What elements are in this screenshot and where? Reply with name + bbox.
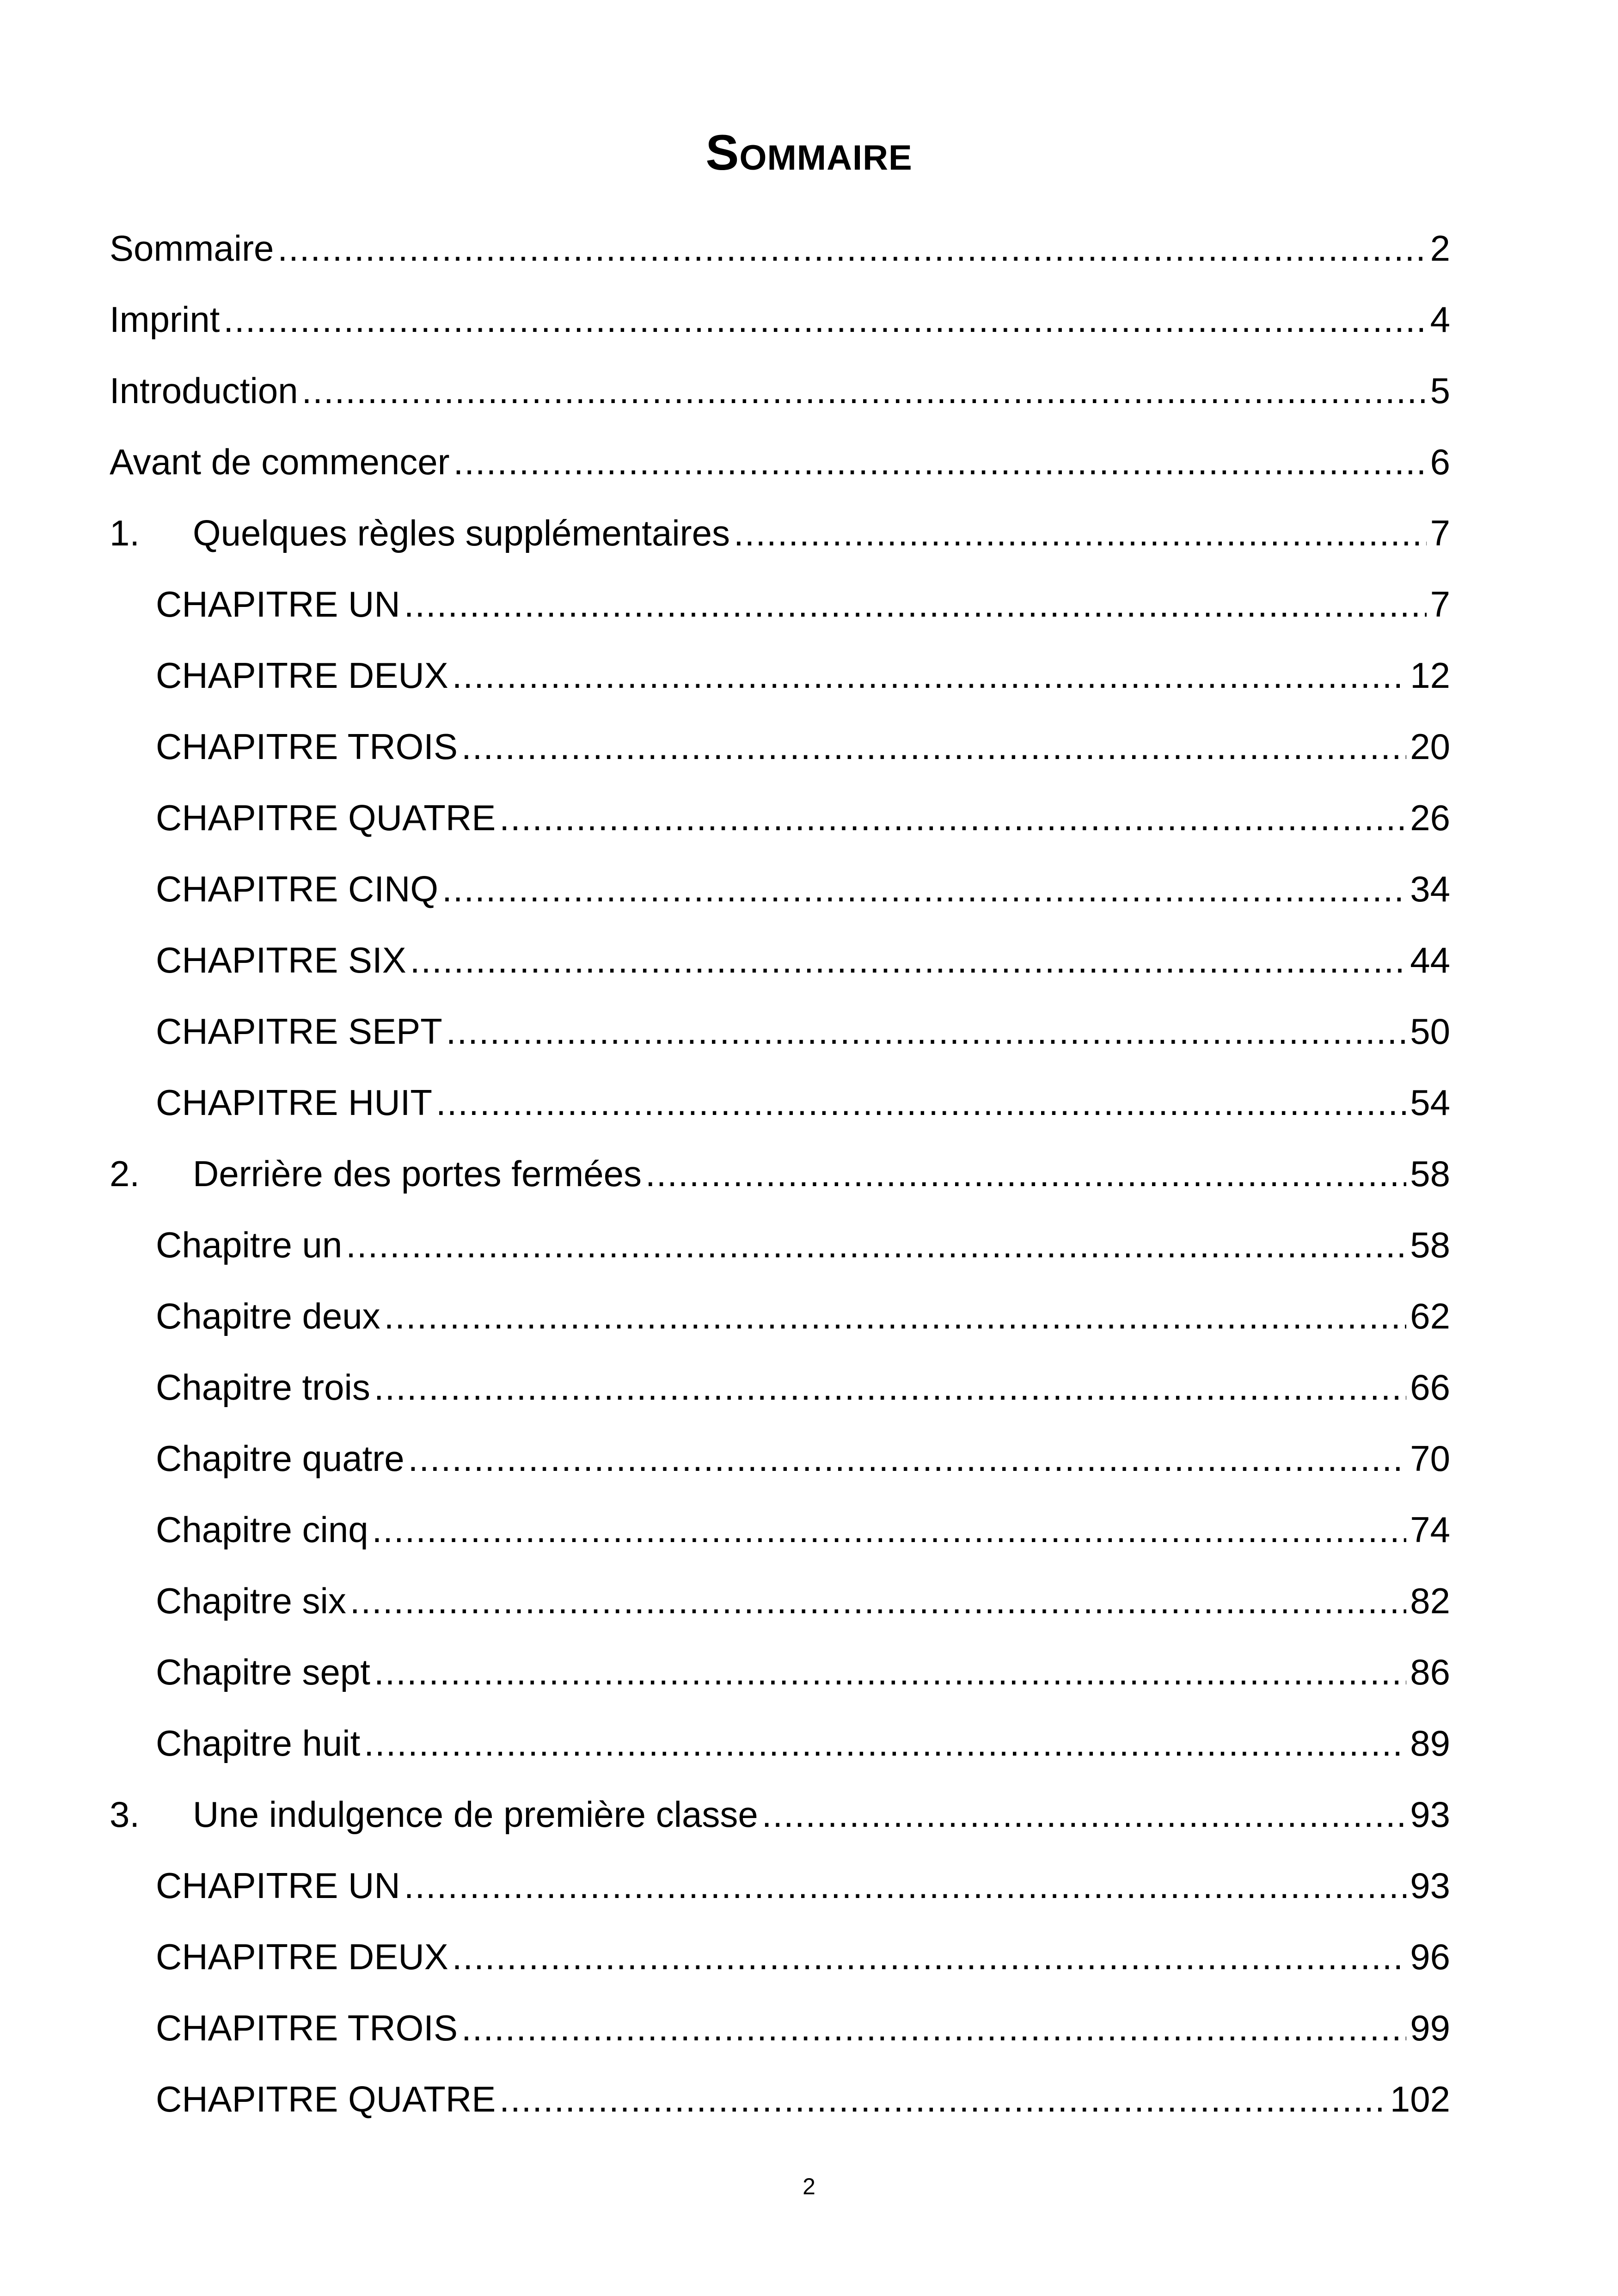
dot-leader — [461, 711, 1406, 782]
toc-subentry[interactable] — [110, 996, 1450, 1067]
toc-entry-page-number: 74 — [1410, 1509, 1450, 1550]
toc-entry-label: Chapitre trois — [156, 1367, 370, 1408]
toc-subentry[interactable] — [110, 1992, 1450, 2063]
toc-entry-label: Introduction — [110, 370, 298, 411]
toc-entry-page-number: 6 — [1430, 441, 1450, 482]
toc-entry-number: 3. — [110, 1794, 140, 1835]
dot-leader — [452, 640, 1406, 711]
toc-entry-label: CHAPITRE TROIS — [156, 2008, 458, 2048]
toc-entry-page-number: 58 — [1410, 1153, 1450, 1194]
toc-entry-page-number: 34 — [1410, 869, 1450, 909]
toc-entry-label: CHAPITRE SIX — [156, 940, 406, 980]
toc-subentry[interactable] — [110, 1921, 1450, 1992]
dot-leader — [372, 1494, 1407, 1565]
toc-entry[interactable] — [110, 284, 1450, 355]
toc-entry-page-number: 7 — [1430, 513, 1450, 553]
dot-leader — [384, 1280, 1407, 1352]
toc-subentry[interactable] — [110, 925, 1450, 996]
toc-entry-label: CHAPITRE DEUX — [156, 1936, 448, 1977]
toc-subentry[interactable] — [110, 1565, 1450, 1636]
dot-leader — [762, 1779, 1407, 1850]
dot-leader — [346, 1209, 1406, 1280]
table-of-contents — [110, 213, 1450, 2135]
dot-leader — [734, 497, 1427, 569]
toc-entry-label: Une indulgence de première classe — [193, 1794, 758, 1835]
toc-entry-page-number: 50 — [1410, 1011, 1450, 1052]
toc-entry-page-number: 99 — [1410, 2008, 1450, 2048]
toc-entry-label: Chapitre sept — [156, 1652, 370, 1692]
toc-entry-page-number: 82 — [1410, 1580, 1450, 1621]
toc-entry-page-number: 2 — [1430, 228, 1450, 269]
toc-entry-page-number: 89 — [1410, 1723, 1450, 1763]
dot-leader — [499, 782, 1406, 853]
toc-subentry[interactable] — [110, 2063, 1450, 2135]
toc-entry-page-number: 12 — [1410, 655, 1450, 696]
toc-entry-page-number: 70 — [1410, 1438, 1450, 1479]
toc-entry-page-number: 93 — [1410, 1865, 1450, 1906]
dot-leader — [442, 853, 1406, 925]
toc-entry-number: 2. — [110, 1153, 140, 1194]
toc-entry-label: CHAPITRE QUATRE — [156, 2079, 496, 2119]
toc-entry-label: Chapitre huit — [156, 1723, 361, 1763]
toc-subentry[interactable] — [110, 640, 1450, 711]
toc-entry[interactable] — [110, 426, 1450, 497]
toc-subentry[interactable] — [110, 1423, 1450, 1494]
toc-subentry[interactable] — [110, 782, 1450, 853]
dot-leader — [374, 1352, 1406, 1423]
toc-entry-label: CHAPITRE SEPT — [156, 1011, 442, 1052]
toc-entry-label: Chapitre six — [156, 1580, 346, 1621]
dot-leader — [410, 925, 1406, 996]
toc-entry-label: CHAPITRE QUATRE — [156, 797, 496, 838]
dot-leader — [499, 2063, 1386, 2135]
toc-entry-page-number: 44 — [1410, 940, 1450, 980]
page-title: Sommaire — [705, 124, 913, 180]
toc-subentry[interactable] — [110, 1067, 1450, 1138]
toc-entry-label: Avant de commencer — [110, 441, 450, 482]
toc-entry-page-number: 96 — [1410, 1936, 1450, 1977]
toc-entry-label: Quelques règles supplémentaires — [193, 513, 730, 553]
dot-leader — [454, 426, 1427, 497]
dot-leader — [446, 996, 1406, 1067]
toc-entry[interactable] — [110, 497, 1450, 569]
toc-entry-label: CHAPITRE UN — [156, 584, 400, 625]
dot-leader — [364, 1708, 1406, 1779]
toc-entry[interactable] — [110, 213, 1450, 284]
toc-subentry[interactable] — [110, 569, 1450, 640]
toc-entry-label: Derrière des portes fermées — [193, 1153, 642, 1194]
dot-leader — [404, 1850, 1407, 1921]
toc-entry-page-number: 7 — [1430, 584, 1450, 625]
toc-entry-label: CHAPITRE CINQ — [156, 869, 439, 909]
toc-entry-label: Sommaire — [110, 228, 274, 269]
toc-subentry[interactable] — [110, 1209, 1450, 1280]
toc-entry-page-number: 4 — [1430, 299, 1450, 340]
toc-entry-page-number: 86 — [1410, 1652, 1450, 1692]
toc-entry-page-number: 26 — [1410, 797, 1450, 838]
toc-subentry[interactable] — [110, 1280, 1450, 1352]
dot-leader — [350, 1565, 1406, 1636]
toc-entry-label: CHAPITRE HUIT — [156, 1082, 433, 1123]
toc-entry-label: CHAPITRE UN — [156, 1865, 400, 1906]
toc-entry-label: Chapitre un — [156, 1225, 343, 1265]
dot-leader — [436, 1067, 1406, 1138]
dot-leader — [302, 355, 1427, 426]
toc-entry-page-number: 62 — [1410, 1296, 1450, 1336]
toc-entry-label: CHAPITRE TROIS — [156, 726, 458, 767]
dot-leader — [404, 569, 1427, 640]
toc-entry-page-number: 66 — [1410, 1367, 1450, 1408]
toc-entry-page-number: 54 — [1410, 1082, 1450, 1123]
toc-entry[interactable] — [110, 1138, 1450, 1209]
toc-entry-label: CHAPITRE DEUX — [156, 655, 448, 696]
toc-entry-page-number: 5 — [1430, 370, 1450, 411]
toc-entry-label: Chapitre deux — [156, 1296, 380, 1336]
toc-subentry[interactable] — [110, 711, 1450, 782]
toc-entry-label: Chapitre quatre — [156, 1438, 404, 1479]
toc-subentry[interactable] — [110, 853, 1450, 925]
dot-leader — [408, 1423, 1407, 1494]
toc-entry-number: 1. — [110, 513, 140, 553]
page-number-footer: 2 — [803, 2174, 815, 2199]
toc-entry-label: Imprint — [110, 299, 220, 340]
toc-entry-page-number: 93 — [1410, 1794, 1450, 1835]
dot-leader — [223, 284, 1426, 355]
toc-subentry[interactable] — [110, 1636, 1450, 1708]
toc-entry-page-number: 58 — [1410, 1225, 1450, 1265]
toc-subentry[interactable] — [110, 1494, 1450, 1565]
toc-entry-label: Chapitre cinq — [156, 1509, 368, 1550]
toc-entry-page-number: 102 — [1390, 2079, 1450, 2119]
toc-subentry[interactable] — [110, 1352, 1450, 1423]
dot-leader — [461, 1992, 1406, 2063]
toc-entry[interactable] — [110, 355, 1450, 426]
dot-leader — [277, 213, 1426, 284]
toc-entry-page-number: 20 — [1410, 726, 1450, 767]
dot-leader — [374, 1636, 1406, 1708]
dot-leader — [645, 1138, 1406, 1209]
dot-leader — [452, 1921, 1406, 1992]
toc-subentry[interactable] — [110, 1850, 1450, 1921]
toc-subentry[interactable] — [110, 1708, 1450, 1779]
toc-entry[interactable] — [110, 1779, 1450, 1850]
